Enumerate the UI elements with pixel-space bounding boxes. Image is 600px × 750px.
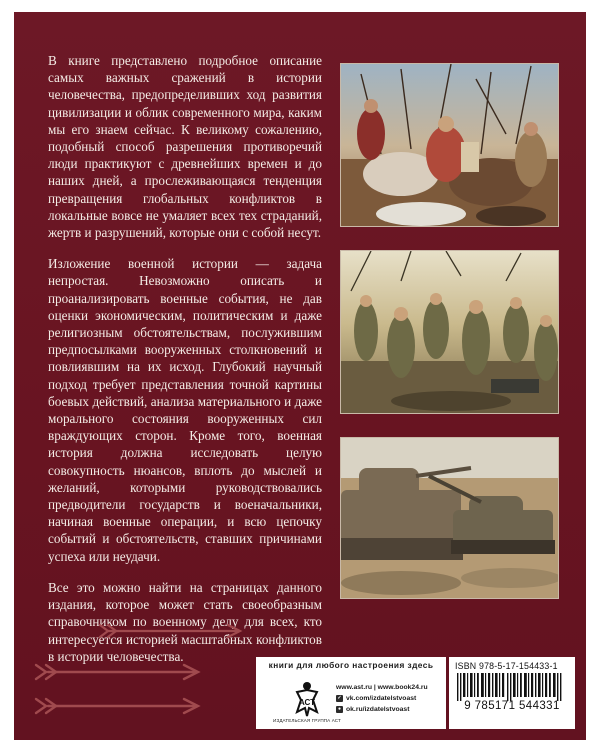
publisher-tagline: книги для любого настроения здесь [256, 657, 446, 674]
ok-icon: ● [337, 706, 342, 712]
ancient-battle-painting [340, 63, 559, 227]
description-paragraph-2: Изложение военной истории — задача непростая. Невозможно описать и проанализировать военные события, не дав оценки экономическим, политическим и даже религиозным обстоятельствам, послужившим предпосылками вооруженных столкновений и повлиявшим на их исход. Глубокий научный подход требует представления точной картины боевых действий, анализа материального и даже морального состояния вооруженных сил враждующих сторон. Кроме того, военная история должна исследовать целую совокупность нюансов, вплоть до мыслей и желаний, которыми руководствовались предводители государств и военачальники, начиная военные операции, и всю цепочку событий и обстоятельств, ставших причинами успеха или неудачи. [48, 256, 322, 564]
barcode-digits: 9 785171 544331 [464, 700, 560, 712]
publisher-logo-text: АСТ [298, 698, 316, 707]
description-paragraph-3: Все это можно найти на страницах данного издания, которое может стать своеобразным справочником по военному делу для всех, кто интересуется историей масштабных конфликтов в истории человечества. [48, 579, 322, 664]
description-paragraph-1: В книге представлено подробное описание самых важных сражений в истории человечества, предопределивших ход развития цивилизации и облик современного мира, каким мы его знаем сейчас. К великому сожалению, подобный способ разрешения противоречий люди практикуют с древнейших времен и до наших дней, а прослеживающаяся тенденция превращения глобальных конфликтов в локальные вовсе не умаляет всех тех страданий, жертв и разрушений, которые они с собой несут. [48, 53, 322, 241]
description-text [48, 52, 322, 665]
tanks-photo [340, 437, 559, 599]
infantry-attack-painting [340, 250, 559, 414]
ok-row [336, 704, 444, 715]
decorative-arrow-1 [98, 623, 248, 639]
publisher-block [256, 674, 446, 729]
ok-link[interactable]: ok.ru/izdatelstvoast [346, 706, 410, 713]
barcode [455, 673, 569, 701]
vk-icon: ✓ [337, 695, 342, 701]
decorative-arrow-2 [34, 663, 204, 681]
publisher-links [336, 682, 444, 715]
websites-row [336, 682, 444, 693]
websites-link[interactable]: www.ast.ru | www.book24.ru [336, 684, 428, 691]
vk-link[interactable]: vk.com/izdatelstvoast [346, 695, 417, 702]
vk-row [336, 693, 444, 704]
decorative-arrow-3 [34, 697, 204, 715]
publisher-logo-caption: ИЗДАТЕЛЬСКАЯ ГРУППА АСТ [273, 718, 341, 723]
isbn-block [449, 657, 575, 729]
isbn-label: ISBN 978-5-17-154433-1 [455, 661, 558, 671]
